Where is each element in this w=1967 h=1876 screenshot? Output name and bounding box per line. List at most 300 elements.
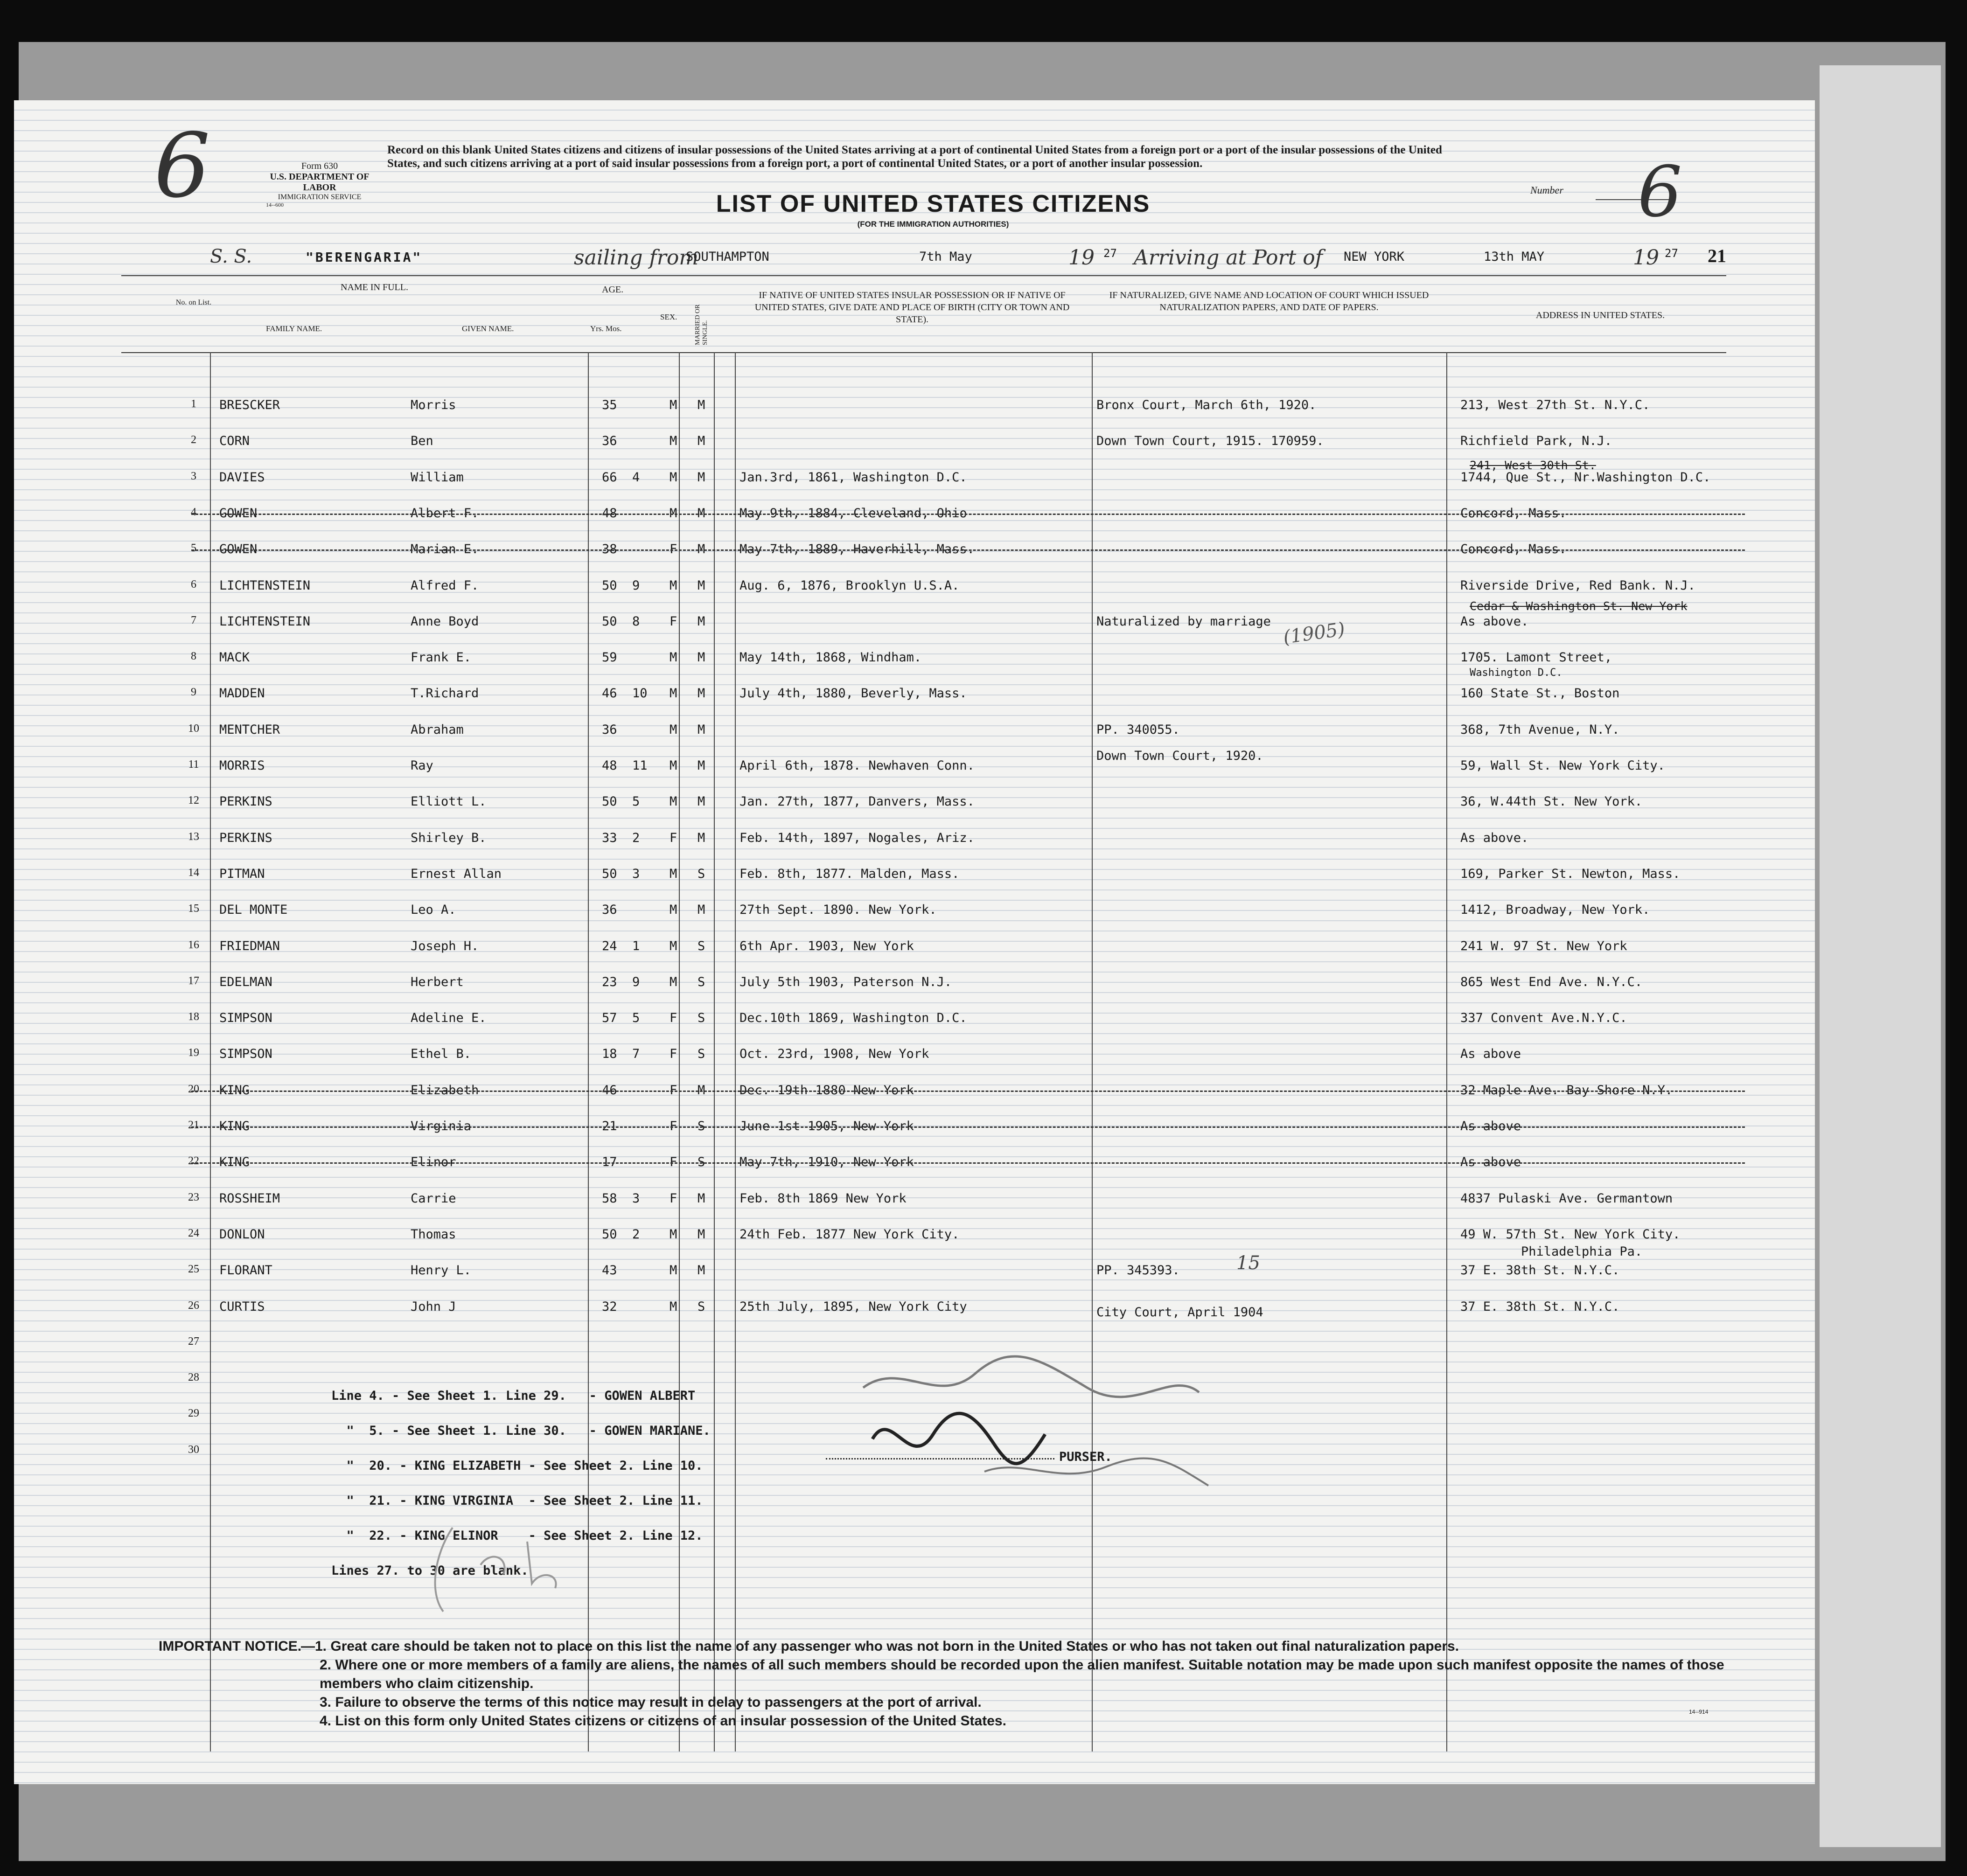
us-address: 337 Convent Ave.N.Y.C. xyxy=(1460,1011,1627,1026)
age-years: 50 xyxy=(602,614,617,629)
age-months: 3 xyxy=(632,866,640,881)
sex: M xyxy=(670,974,677,989)
given-name: Anne Boyd xyxy=(411,614,479,629)
line-number: 10 xyxy=(188,722,199,735)
age-years: 48 xyxy=(602,506,617,521)
birth-info: 6th Apr. 1903, New York xyxy=(739,938,914,953)
sex: M xyxy=(670,938,677,953)
age-months: 7 xyxy=(632,1047,640,1062)
family-name: MORRIS xyxy=(219,758,265,773)
line-number: 25 xyxy=(188,1263,199,1276)
naturalization-info: PP. 345393. xyxy=(1096,1263,1180,1278)
cross-ref-line: " 21. - KING VIRGINIA - See Sheet 2. Line 11. xyxy=(331,1494,703,1508)
age-years: 24 xyxy=(602,938,617,953)
sex: M xyxy=(670,578,677,593)
table-row xyxy=(14,745,1815,781)
birth-info: July 5th 1903, Paterson N.J. xyxy=(739,974,952,989)
given-name: Ernest Allan xyxy=(411,866,502,881)
line-number: 14 xyxy=(188,866,199,879)
given-name: Herbert xyxy=(411,974,464,989)
family-name: KING xyxy=(219,1119,250,1133)
family-name: LICHTENSTEIN xyxy=(219,578,311,593)
given-name: Ben xyxy=(411,434,433,449)
birth-info: April 6th, 1878. Newhaven Conn. xyxy=(739,758,975,773)
marital-status: M xyxy=(698,758,705,773)
age-months: 9 xyxy=(632,578,640,593)
family-name: KING xyxy=(219,1083,250,1098)
handwritten-number: 15 xyxy=(1236,1252,1260,1274)
strike-through-line xyxy=(191,1126,1745,1128)
table-row xyxy=(14,889,1815,925)
service-label: IMMIGRATION SERVICE xyxy=(278,193,362,201)
passenger-table xyxy=(14,385,1815,1467)
form-instructions: Record on this blank United States citizens and citizens of insular possessions of the United States arriving at a port of continental United States from a foreign port or a port of the insular possessions of the United States, and such citizens arriving at a port of said insular possessions from a foreign port, a port of continental United States, or a port of another insular possession. xyxy=(387,144,1442,170)
page-number: 21 xyxy=(1708,245,1726,266)
birth-info: Feb. 8th, 1877. Malden, Mass. xyxy=(739,866,960,881)
age-years: 35 xyxy=(602,398,617,412)
sex: F xyxy=(670,542,677,557)
line-number: 8 xyxy=(191,650,196,663)
marital-status: M xyxy=(698,1227,705,1242)
line-number: 30 xyxy=(188,1443,199,1456)
line-number: 21 xyxy=(188,1119,199,1131)
given-name: Thomas xyxy=(411,1227,456,1242)
line-number: 4 xyxy=(191,506,196,518)
given-name: Carrie xyxy=(411,1191,456,1206)
age-years: 50 xyxy=(602,1227,617,1242)
sex: F xyxy=(670,1083,677,1098)
given-name: Ray xyxy=(411,758,433,773)
line-number: 23 xyxy=(188,1191,199,1203)
given-name: Leo A. xyxy=(411,903,456,917)
purser-signature-line xyxy=(826,1458,1054,1459)
us-address: 1705. Lamont Street, xyxy=(1460,650,1612,665)
age-years: 38 xyxy=(602,542,617,557)
strike-through-line xyxy=(191,514,1745,515)
sex: F xyxy=(670,1191,677,1206)
us-address: 865 West End Ave. N.Y.C. xyxy=(1460,974,1643,989)
family-name: SIMPSON xyxy=(219,1011,272,1026)
line-number: 12 xyxy=(188,794,199,807)
sailing-from-label: sailing from xyxy=(574,246,699,270)
header-age: AGE. xyxy=(602,285,624,295)
table-row xyxy=(14,1178,1815,1214)
marital-status: M xyxy=(698,794,705,809)
line-number: 7 xyxy=(191,614,196,626)
strike-through-line xyxy=(191,1162,1745,1164)
us-address: Concord, Mass. xyxy=(1460,542,1567,557)
table-row xyxy=(14,529,1815,564)
cross-ref-line: Line 4. - See Sheet 1. Line 29. - GOWEN ALBERT xyxy=(331,1389,696,1403)
birth-info: May 7th, 1889, Haverhill, Mass. xyxy=(739,542,975,557)
age-years: 50 xyxy=(602,794,617,809)
sex: M xyxy=(670,506,677,521)
age-years: 36 xyxy=(602,903,617,917)
age-years: 36 xyxy=(602,722,617,737)
voyage-line xyxy=(14,240,1815,278)
age-months: 5 xyxy=(632,1011,640,1026)
number-label: Number xyxy=(1530,184,1563,196)
notice-item: 4. List on this form only United States citizens or citizens of an insular possession of the United States. xyxy=(320,1713,1006,1729)
us-address: 32 Maple Ave. Bay Shore N.Y. xyxy=(1460,1083,1673,1098)
birth-info: Dec.10th 1869, Washington D.C. xyxy=(739,1011,967,1026)
naturalization-info: PP. 340055. xyxy=(1096,722,1180,737)
given-name: Alfred F. xyxy=(411,578,479,593)
age-months: 2 xyxy=(632,1227,640,1242)
family-name: ROSSHEIM xyxy=(219,1191,280,1206)
birth-info: Jan. 27th, 1877, Danvers, Mass. xyxy=(739,794,975,809)
line-number: 28 xyxy=(188,1371,199,1384)
age-years: 57 xyxy=(602,1011,617,1026)
given-name: Morris xyxy=(411,398,456,412)
age-months: 3 xyxy=(632,1191,640,1206)
family-name: LICHTENSTEIN xyxy=(219,614,311,629)
notice-label: IMPORTANT NOTICE. xyxy=(159,1639,302,1654)
sex: F xyxy=(670,830,677,845)
birth-info: June 1st 1905, New York xyxy=(739,1119,914,1133)
arrive-year-prefix: 19 xyxy=(1633,246,1659,270)
purser-label: PURSER. xyxy=(1059,1450,1112,1464)
us-address: 1412, Broadway, New York. xyxy=(1460,903,1650,917)
page-title: LIST OF UNITED STATES CITIZENS xyxy=(716,190,1151,217)
depart-year-prefix: 19 xyxy=(1068,246,1095,270)
underlying-page-edge xyxy=(1820,65,1941,1847)
us-address: As above xyxy=(1460,1119,1521,1133)
sex: M xyxy=(670,758,677,773)
table-row xyxy=(14,1142,1815,1177)
age-months: 2 xyxy=(632,830,640,845)
birth-info: Dec. 19th 1880 New York xyxy=(739,1083,914,1098)
marital-status: M xyxy=(698,903,705,917)
marital-status: M xyxy=(698,398,705,412)
age-years: 17 xyxy=(602,1155,617,1170)
cross-ref-line: Lines 27. to 30 are blank. xyxy=(331,1563,529,1578)
family-name: SIMPSON xyxy=(219,1047,272,1062)
family-name: DAVIES xyxy=(219,470,265,485)
marital-status: M xyxy=(698,434,705,449)
line-number: 22 xyxy=(188,1155,199,1167)
line-number: 17 xyxy=(188,974,199,987)
us-address: 4837 Pulaski Ave. Germantown xyxy=(1460,1191,1673,1206)
notice-item: 2. Where one or more members of a family are aliens, the names of all such members should be recorded upon the alien manifest. Suitable notation may be made upon such manifest opposite the names of those members who claim citizenship. xyxy=(320,1657,1724,1691)
age-years: 50 xyxy=(602,578,617,593)
age-years: 21 xyxy=(602,1119,617,1133)
table-row xyxy=(14,565,1815,601)
marital-status: S xyxy=(698,938,705,953)
us-address: 241 W. 97 St. New York xyxy=(1460,938,1627,953)
age-years: 46 xyxy=(602,1083,617,1098)
given-name: Albert F. xyxy=(411,506,479,521)
birth-info: July 4th, 1880, Beverly, Mass. xyxy=(739,686,967,701)
given-name: Shirley B. xyxy=(411,830,487,845)
table-row xyxy=(14,1106,1815,1141)
family-name: MACK xyxy=(219,650,250,665)
sex: F xyxy=(670,1119,677,1133)
age-years: 43 xyxy=(602,1263,617,1278)
mentcher-naturalization-line2: Down Town Court, 1920. xyxy=(1096,749,1263,763)
header-no: No. on List. xyxy=(175,299,212,306)
table-row xyxy=(14,1070,1815,1105)
table-row xyxy=(14,421,1815,456)
header-family: FAMILY NAME. xyxy=(266,324,322,333)
sex: M xyxy=(670,1227,677,1242)
table-row xyxy=(14,1034,1815,1069)
line-number: 27 xyxy=(188,1335,199,1348)
given-name: Frank E. xyxy=(411,650,472,665)
to-port: NEW YORK xyxy=(1344,250,1405,264)
us-address: 37 E. 38th St. N.Y.C. xyxy=(1460,1263,1620,1278)
us-address: 160 State St., Boston xyxy=(1460,686,1620,701)
header-naturalized: IF NATURALIZED, GIVE NAME AND LOCATION OF COURT WHICH ISSUED NATURALIZATION PAPERS, AND DATE OF PAPERS. xyxy=(1109,290,1429,313)
form-id xyxy=(266,161,373,208)
line-number: 5 xyxy=(191,542,196,555)
birth-info: Feb. 8th 1869 New York xyxy=(739,1191,907,1206)
table-row xyxy=(14,854,1815,889)
table-row xyxy=(14,818,1815,853)
marital-status: M xyxy=(698,1083,705,1098)
us-address: 59, Wall St. New York City. xyxy=(1460,758,1665,773)
sex: F xyxy=(670,1155,677,1170)
birth-info: Oct. 23rd, 1908, New York xyxy=(739,1047,929,1062)
sex: M xyxy=(670,1299,677,1314)
birth-info: 27th Sept. 1890. New York. xyxy=(739,903,937,917)
notice-code: 14--914 xyxy=(1689,1709,1709,1715)
given-name: William xyxy=(411,470,464,485)
line-number: 13 xyxy=(188,830,199,843)
table-row xyxy=(14,926,1815,961)
us-address: As above. xyxy=(1460,830,1529,845)
age-years: 23 xyxy=(602,974,617,989)
given-name: Abraham xyxy=(411,722,464,737)
line-number: 18 xyxy=(188,1011,199,1023)
number-value: 6 xyxy=(1638,152,1682,233)
marital-status: S xyxy=(698,1299,705,1314)
header-sex: SEX. xyxy=(660,313,677,321)
age-years: 50 xyxy=(602,866,617,881)
table-row xyxy=(14,1286,1815,1322)
manifest-sheet xyxy=(14,100,1815,1784)
sex: M xyxy=(670,686,677,701)
sex: M xyxy=(670,866,677,881)
column-headers xyxy=(14,280,1815,352)
given-name: Ethel B. xyxy=(411,1047,472,1062)
sex: M xyxy=(670,398,677,412)
marital-status: M xyxy=(698,722,705,737)
lichtenstein-old-address: Cedar & Washington St. New York xyxy=(1470,599,1688,613)
family-name: GOWEN xyxy=(219,542,258,557)
header-yrs-mos: Yrs. Mos. xyxy=(590,324,622,333)
form-small-code: 14--600 xyxy=(266,201,284,208)
ship-name: "BERENGARIA" xyxy=(306,250,423,265)
line-number: 19 xyxy=(188,1047,199,1059)
form-number: Form 630 xyxy=(301,161,338,171)
table-row xyxy=(14,493,1815,528)
marital-status: S xyxy=(698,866,705,881)
line-number: 11 xyxy=(188,758,199,771)
family-name: CURTIS xyxy=(219,1299,265,1314)
age-years: 46 xyxy=(602,686,617,701)
age-years: 48 xyxy=(602,758,617,773)
age-months: 8 xyxy=(632,614,640,629)
given-name: Marian E. xyxy=(411,542,479,557)
line-number: 20 xyxy=(188,1083,199,1095)
sex: F xyxy=(670,1047,677,1062)
sex: M xyxy=(670,794,677,809)
sex: F xyxy=(670,614,677,629)
ss-label: S. S. xyxy=(210,246,252,267)
given-name: Joseph H. xyxy=(411,938,479,953)
given-name: T.Richard xyxy=(411,686,479,701)
us-address: As above xyxy=(1460,1047,1521,1062)
us-address: 368, 7th Avenue, N.Y. xyxy=(1460,722,1620,737)
rossheim-address-line2: Philadelphia Pa. xyxy=(1521,1244,1643,1259)
notice-item: 3. Failure to observe the terms of this notice may result in delay to passengers at the port of arrival. xyxy=(320,1695,982,1710)
marital-status: S xyxy=(698,1119,705,1133)
birth-info: 25th July, 1895, New York City xyxy=(739,1299,967,1314)
family-name: PERKINS xyxy=(219,830,272,845)
marital-status: M xyxy=(698,830,705,845)
arrive-year: 27 xyxy=(1665,247,1678,260)
age-months: 9 xyxy=(632,974,640,989)
birth-info: Feb. 14th, 1897, Nogales, Ariz. xyxy=(739,830,975,845)
family-name: FRIEDMAN xyxy=(219,938,280,953)
given-name: Henry L. xyxy=(411,1263,472,1278)
naturalization-info: Naturalized by marriage xyxy=(1096,614,1271,629)
strike-through-line xyxy=(191,1091,1745,1092)
age-months: 11 xyxy=(632,758,648,773)
sex: F xyxy=(670,1011,677,1026)
header-name-in-full: NAME IN FULL. xyxy=(341,282,408,292)
us-address: As above xyxy=(1460,1155,1521,1170)
table-row xyxy=(14,709,1815,745)
given-name: Elinor xyxy=(411,1155,456,1170)
family-name: DEL MONTE xyxy=(219,903,288,917)
age-years: 36 xyxy=(602,434,617,449)
line-number: 26 xyxy=(188,1299,199,1312)
line-number: 15 xyxy=(188,903,199,915)
header-given: GIVEN NAME. xyxy=(462,324,514,333)
birth-info: May 9th, 1884, Cleveland, Ohio xyxy=(739,506,967,521)
us-address: 169, Parker St. Newton, Mass. xyxy=(1460,866,1681,881)
family-name: MADDEN xyxy=(219,686,265,701)
corn-old-address: 241, West 30th St. xyxy=(1470,459,1596,472)
sex: M xyxy=(670,903,677,917)
us-address: 37 E. 38th St. N.Y.C. xyxy=(1460,1299,1620,1314)
us-address: 1744, Que St., Nr.Washington D.C. xyxy=(1460,470,1711,485)
age-months: 4 xyxy=(632,470,640,485)
given-name: Adeline E. xyxy=(411,1011,487,1026)
strike-through-line xyxy=(191,549,1745,551)
table-row xyxy=(14,998,1815,1033)
naturalization-info: Down Town Court, 1915. 170959. xyxy=(1096,434,1324,449)
sex: M xyxy=(670,722,677,737)
family-name: MENTCHER xyxy=(219,722,280,737)
department-label: U.S. DEPARTMENT OF LABOR xyxy=(270,172,370,193)
us-address: As above. xyxy=(1460,614,1529,629)
table-row xyxy=(14,385,1815,420)
marital-status: M xyxy=(698,1191,705,1206)
line-number: 1 xyxy=(191,398,196,410)
age-years: 59 xyxy=(602,650,617,665)
us-address: 213, West 27th St. N.Y.C. xyxy=(1460,398,1650,412)
family-name: GOWEN xyxy=(219,506,258,521)
age-years: 33 xyxy=(602,830,617,845)
depart-date: 7th May xyxy=(919,250,972,264)
line-number: 9 xyxy=(191,686,196,699)
header-bottom-rule xyxy=(121,352,1726,353)
marital-status: M xyxy=(698,686,705,701)
given-name: Elizabeth xyxy=(411,1083,479,1098)
marital-status: M xyxy=(698,1263,705,1278)
family-name: PERKINS xyxy=(219,794,272,809)
arrive-date: 13th MAY xyxy=(1484,250,1545,264)
depart-year: 27 xyxy=(1103,247,1117,260)
table-row xyxy=(14,781,1815,817)
family-name: FLORANT xyxy=(219,1263,272,1278)
marital-status: S xyxy=(698,1155,705,1170)
birth-info: May 7th, 1910, New York xyxy=(739,1155,914,1170)
age-years: 18 xyxy=(602,1047,617,1062)
handwritten-scribble xyxy=(425,1500,658,1621)
family-name: DONLON xyxy=(219,1227,265,1242)
line-number: 6 xyxy=(191,578,196,591)
page-subtitle: (FOR THE IMMIGRATION AUTHORITIES) xyxy=(857,220,1009,229)
marital-status: M xyxy=(698,506,705,521)
us-address: 36, W.44th St. New York. xyxy=(1460,794,1643,809)
cross-ref-line: " 22. - KING ELINOR - See Sheet 2. Line 12. xyxy=(331,1529,703,1543)
family-name: EDELMAN xyxy=(219,974,272,989)
line-number: 29 xyxy=(188,1407,199,1420)
given-name: John J xyxy=(411,1299,456,1314)
family-name: CORN xyxy=(219,434,250,449)
given-name: Virginia xyxy=(411,1119,472,1133)
birth-info: May 14th, 1868, Windham. xyxy=(739,650,922,665)
sex: M xyxy=(670,650,677,665)
sex: M xyxy=(670,470,677,485)
marital-status: S xyxy=(698,1011,705,1026)
us-address: Richfield Park, N.J. xyxy=(1460,434,1612,449)
line-number: 3 xyxy=(191,470,196,482)
birth-info: 24th Feb. 1877 New York City. xyxy=(739,1227,960,1242)
from-port: SOUTHAMPTON xyxy=(686,250,769,264)
family-name: KING xyxy=(219,1155,250,1170)
line-number: 24 xyxy=(188,1227,199,1239)
header-native: IF NATIVE OF UNITED STATES INSULAR POSSESSION OR IF NATIVE OF UNITED STATES, GIVE DATE AND PLACE OF BIRTH (CITY OR TOWN AND STATE). xyxy=(754,290,1070,325)
us-address: Concord, Mass. xyxy=(1460,506,1567,521)
us-address: Riverside Drive, Red Bank. N.J. xyxy=(1460,578,1695,593)
marital-status: M xyxy=(698,578,705,593)
age-months: 10 xyxy=(632,686,648,701)
age-years: 66 xyxy=(602,470,617,485)
handwritten-year: (1905) xyxy=(1282,618,1346,649)
age-years: 32 xyxy=(602,1299,617,1314)
marital-status: M xyxy=(698,614,705,629)
cross-ref-line: " 20. - KING ELIZABETH - See Sheet 2. Line 10. xyxy=(331,1459,703,1473)
given-name: Elliott L. xyxy=(411,794,487,809)
table-row xyxy=(14,962,1815,997)
corner-number: 6 xyxy=(154,114,210,217)
marital-status: S xyxy=(698,1047,705,1062)
marital-status: M xyxy=(698,542,705,557)
age-years: 58 xyxy=(602,1191,617,1206)
us-address: 49 W. 57th St. New York City. xyxy=(1460,1227,1681,1242)
line-number: 2 xyxy=(191,434,196,446)
florant-naturalization-line2: City Court, April 1904 xyxy=(1096,1305,1263,1320)
cross-ref-line: " 5. - See Sheet 1. Line 30. - GOWEN MARIANE. xyxy=(331,1424,711,1438)
header-address: ADDRESS IN UNITED STATES. xyxy=(1535,310,1665,320)
age-months: 1 xyxy=(632,938,640,953)
family-name: BRESCKER xyxy=(219,398,280,412)
